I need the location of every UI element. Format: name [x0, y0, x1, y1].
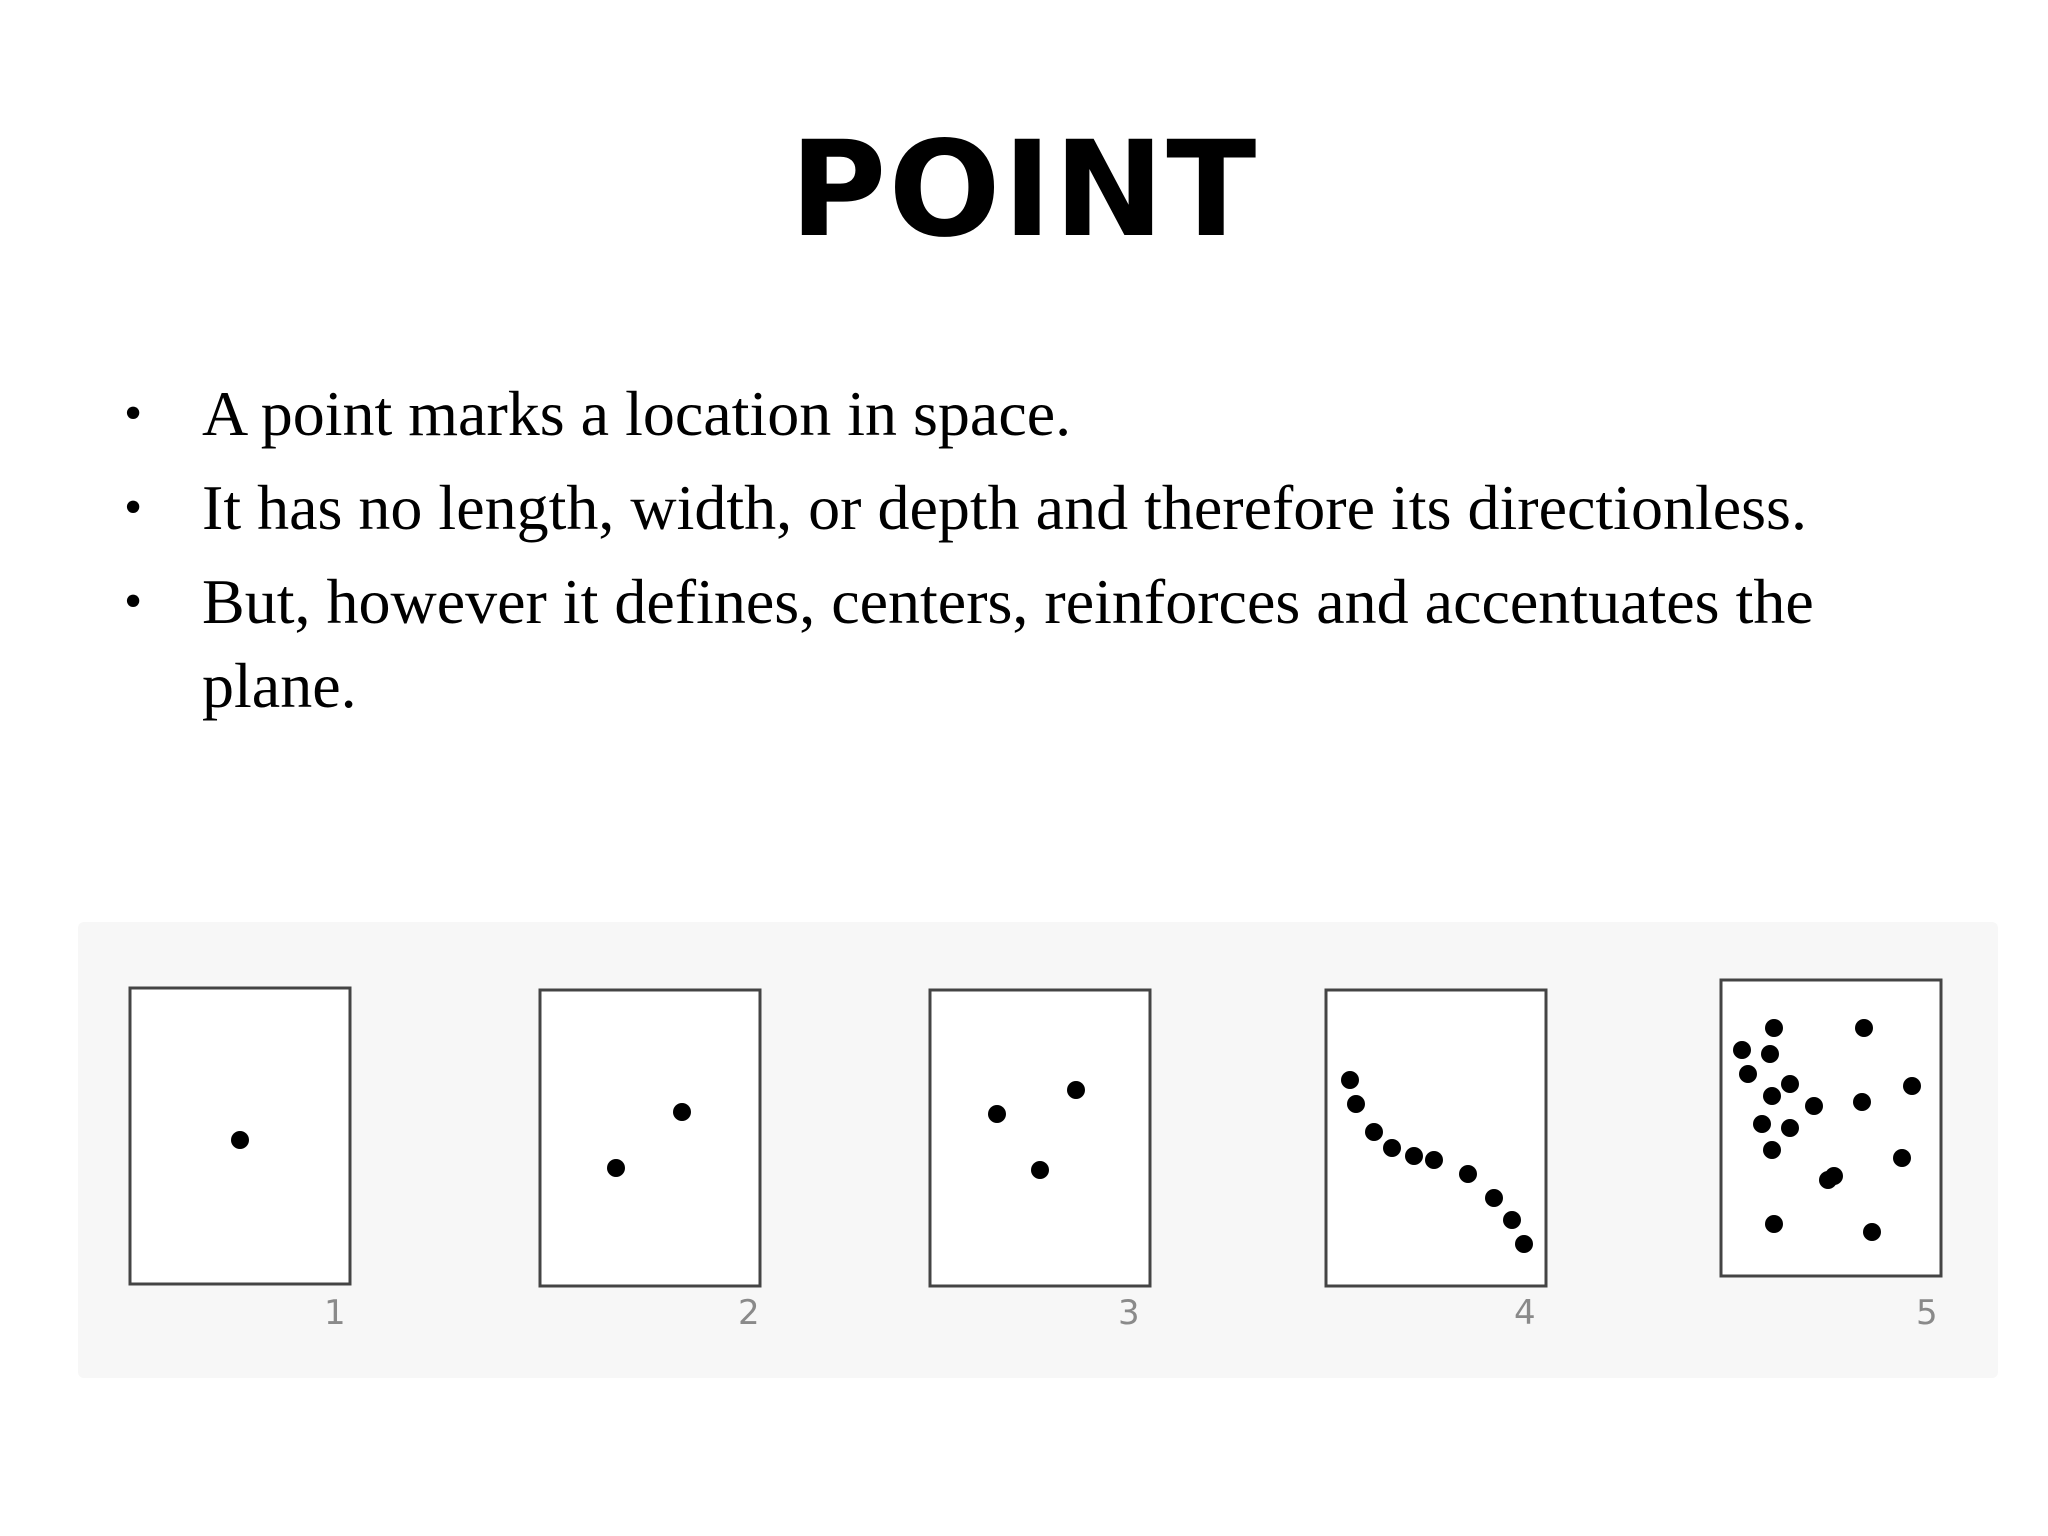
point-dot [1485, 1189, 1503, 1207]
point-dot [607, 1159, 625, 1177]
frame-2-number: 2 [738, 1293, 760, 1333]
frame-3 [930, 990, 1150, 1333]
point-dot [1853, 1093, 1871, 1111]
bullet-text: A point marks a location in space. [202, 378, 1072, 449]
point-dot [1031, 1161, 1049, 1179]
point-dot [1761, 1045, 1779, 1063]
frame-2 [540, 990, 760, 1333]
frame-4-number: 4 [1514, 1293, 1536, 1333]
point-dot [1765, 1215, 1783, 1233]
frame-4-border [1326, 990, 1546, 1286]
point-dot [988, 1105, 1006, 1123]
point-dot [1855, 1019, 1873, 1037]
frame-5 [1721, 980, 1941, 1333]
bullet-item [120, 466, 1900, 550]
point-dot [1425, 1151, 1443, 1169]
frame-3-border [930, 990, 1150, 1286]
point-figure [78, 922, 1998, 1378]
point-dot [1739, 1065, 1757, 1083]
point-dot [231, 1131, 249, 1149]
point-dot [1733, 1041, 1751, 1059]
point-dot [1459, 1165, 1477, 1183]
bullet-marker: • [124, 385, 143, 442]
point-dot [1341, 1071, 1359, 1089]
point-dot [1347, 1095, 1365, 1113]
bullet-marker: • [124, 479, 143, 536]
slide-title: POINT [789, 113, 1259, 267]
point-dot [1365, 1123, 1383, 1141]
frame-5-number: 5 [1916, 1293, 1938, 1333]
frame-1-number: 1 [324, 1293, 346, 1333]
point-dot [1067, 1081, 1085, 1099]
point-dot [1405, 1147, 1423, 1165]
bullet-item [120, 560, 1900, 728]
point-dot [1893, 1149, 1911, 1167]
frame-4 [1326, 990, 1546, 1333]
bullet-item [120, 372, 1900, 456]
point-dot [1765, 1019, 1783, 1037]
point-dot [1515, 1235, 1533, 1253]
frame-1 [130, 988, 350, 1333]
point-figure-panel [78, 922, 1998, 1378]
point-dot [1753, 1115, 1771, 1133]
frame-2-border [540, 990, 760, 1286]
bullet-text: It has no length, width, or depth and therefore its directionless. [202, 472, 1807, 543]
point-dot [1763, 1087, 1781, 1105]
point-dot [1805, 1097, 1823, 1115]
point-dot [1781, 1075, 1799, 1093]
point-dot [1763, 1141, 1781, 1159]
point-dot [1825, 1167, 1843, 1185]
point-dot [1863, 1223, 1881, 1241]
frame-3-number: 3 [1118, 1293, 1140, 1333]
bullet-text: But, however it defines, centers, reinforces and accentuates the plane. [202, 566, 1814, 721]
point-dot [673, 1103, 691, 1121]
bullet-list [120, 372, 1900, 738]
point-dot [1781, 1119, 1799, 1137]
bullet-marker: • [124, 573, 143, 630]
point-dot [1383, 1139, 1401, 1157]
point-dot [1903, 1077, 1921, 1095]
point-dot [1503, 1211, 1521, 1229]
